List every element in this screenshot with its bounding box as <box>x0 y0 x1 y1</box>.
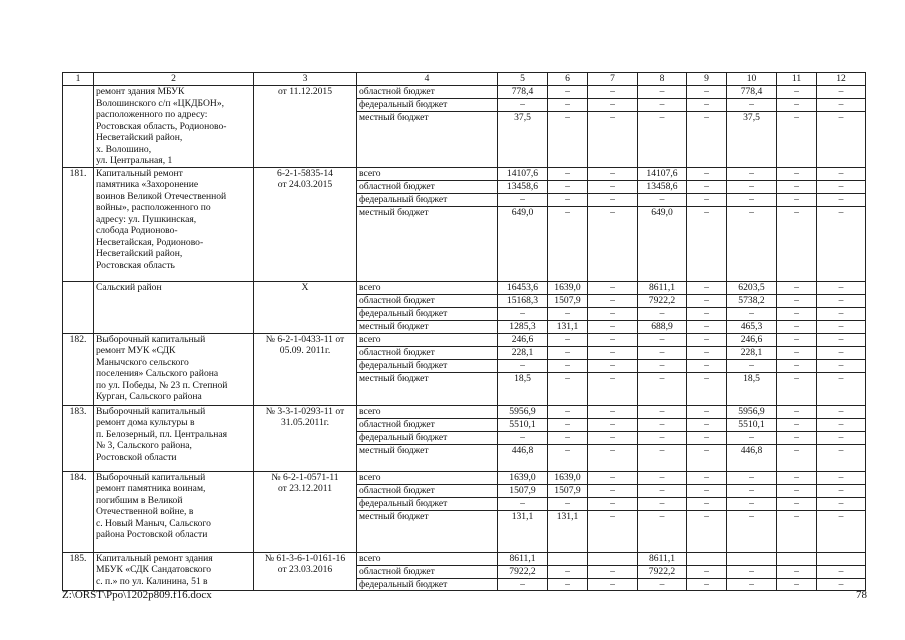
object-name: Сальский район <box>94 281 254 333</box>
amount-cell: – <box>588 510 638 552</box>
funding-source: всего <box>357 333 498 346</box>
amount-cell: – <box>588 86 638 99</box>
amount-cell: – <box>687 431 727 444</box>
col-header: 1 <box>63 73 94 86</box>
amount-cell: – <box>817 333 866 346</box>
amount-cell: – <box>777 112 817 167</box>
amount-cell: 131,1 <box>548 320 588 333</box>
amount-cell: – <box>727 206 777 281</box>
table-row <box>63 167 866 180</box>
amount-cell: – <box>638 405 687 418</box>
amount-cell: – <box>687 405 727 418</box>
funding-source: всего <box>357 281 498 294</box>
amount-cell: – <box>548 431 588 444</box>
amount-cell: – <box>817 294 866 307</box>
funding-source: местный бюджет <box>357 206 498 281</box>
amount-cell: – <box>777 418 817 431</box>
amount-cell: 446,8 <box>498 444 548 471</box>
amount-cell: – <box>588 372 638 405</box>
amount-cell: – <box>687 510 727 552</box>
amount-cell: 246,6 <box>498 333 548 346</box>
amount-cell: – <box>777 193 817 206</box>
amount-cell: 1639,0 <box>548 281 588 294</box>
item-number: 184. <box>63 471 94 552</box>
amount-cell: – <box>777 484 817 497</box>
funding-source: федеральный бюджет <box>357 99 498 112</box>
amount-cell: – <box>588 431 638 444</box>
amount-cell: – <box>817 444 866 471</box>
amount-cell: 131,1 <box>548 510 588 552</box>
item-number <box>63 86 94 168</box>
amount-cell: 465,3 <box>727 320 777 333</box>
amount-cell: 8611,1 <box>498 552 548 565</box>
amount-cell: – <box>817 471 866 484</box>
amount-cell: – <box>817 320 866 333</box>
document-ref: № 61-3-6-1-0161-16 от 23.03.2016 <box>254 552 357 591</box>
amount-cell: – <box>777 307 817 320</box>
amount-cell: – <box>638 431 687 444</box>
funding-source: всего <box>357 167 498 180</box>
amount-cell: – <box>548 167 588 180</box>
amount-cell: – <box>727 307 777 320</box>
col-header: 12 <box>817 73 866 86</box>
funding-source: областной бюджет <box>357 565 498 578</box>
amount-cell: – <box>548 405 588 418</box>
amount-cell: – <box>548 565 588 578</box>
amount-cell: – <box>817 346 866 359</box>
funding-source: всего <box>357 471 498 484</box>
amount-cell: – <box>638 112 687 167</box>
amount-cell: 1507,9 <box>548 484 588 497</box>
amount-cell: – <box>777 372 817 405</box>
amount-cell: – <box>727 359 777 372</box>
amount-cell: 37,5 <box>498 112 548 167</box>
amount-cell: – <box>498 359 548 372</box>
amount-cell: – <box>638 346 687 359</box>
amount-cell: – <box>588 359 638 372</box>
amount-cell: – <box>687 372 727 405</box>
amount-cell: – <box>588 307 638 320</box>
amount-cell: – <box>727 471 777 484</box>
amount-cell: – <box>817 405 866 418</box>
amount-cell: 13458,6 <box>498 180 548 193</box>
amount-cell: – <box>548 497 588 510</box>
funding-source: всего <box>357 552 498 565</box>
amount-cell: – <box>777 346 817 359</box>
amount-cell: – <box>687 578 727 591</box>
amount-cell: – <box>588 497 638 510</box>
item-number: 183. <box>63 405 94 471</box>
amount-cell: – <box>498 497 548 510</box>
amount-cell: – <box>817 578 866 591</box>
col-header: 11 <box>777 73 817 86</box>
amount-cell: – <box>548 372 588 405</box>
amount-cell: – <box>817 431 866 444</box>
amount-cell: – <box>777 405 817 418</box>
document-ref: № 3-3-1-0293-11 от 31.05.2011г. <box>254 405 357 471</box>
amount-cell: 7922,2 <box>498 565 548 578</box>
amount-cell: – <box>498 307 548 320</box>
amount-cell: – <box>777 294 817 307</box>
amount-cell: – <box>638 333 687 346</box>
item-number: 182. <box>63 333 94 405</box>
amount-cell: 228,1 <box>498 346 548 359</box>
amount-cell: 5956,9 <box>727 405 777 418</box>
amount-cell: 228,1 <box>727 346 777 359</box>
amount-cell: – <box>777 497 817 510</box>
amount-cell: – <box>817 307 866 320</box>
amount-cell: – <box>777 206 817 281</box>
amount-cell: 688,9 <box>638 320 687 333</box>
amount-cell: – <box>727 99 777 112</box>
amount-cell: 16453,6 <box>498 281 548 294</box>
amount-cell: – <box>588 281 638 294</box>
amount-cell: – <box>687 497 727 510</box>
funding-source: областной бюджет <box>357 180 498 193</box>
amount-cell: – <box>638 484 687 497</box>
header-row <box>63 73 866 86</box>
amount-cell: 8611,1 <box>638 552 687 565</box>
amount-cell: – <box>687 281 727 294</box>
amount-cell: – <box>687 193 727 206</box>
amount-cell: – <box>727 565 777 578</box>
funding-source: областной бюджет <box>357 484 498 497</box>
amount-cell: 5510,1 <box>727 418 777 431</box>
object-name: Капитальный ремонт здания МБУК «СДК Сандатовского с. п.» по ул. Калинина, 51 в <box>94 552 254 591</box>
amount-cell: – <box>687 333 727 346</box>
amount-cell <box>687 552 727 565</box>
amount-cell: – <box>548 346 588 359</box>
amount-cell: – <box>498 431 548 444</box>
amount-cell: – <box>817 418 866 431</box>
amount-cell: – <box>638 99 687 112</box>
amount-cell: – <box>727 193 777 206</box>
object-name: Выборочный капитальный ремонт памятника воинам, погибшим в Великой Отечественной войне, в с. Новый Маныч, Сальского района Ростовской области <box>94 471 254 552</box>
amount-cell: 246,6 <box>727 333 777 346</box>
amount-cell: 18,5 <box>498 372 548 405</box>
amount-cell: – <box>687 484 727 497</box>
funding-source: местный бюджет <box>357 112 498 167</box>
amount-cell: 7922,2 <box>638 565 687 578</box>
funding-source: всего <box>357 405 498 418</box>
amount-cell: – <box>638 359 687 372</box>
amount-cell: 8611,1 <box>638 281 687 294</box>
amount-cell: – <box>817 112 866 167</box>
amount-cell: – <box>817 206 866 281</box>
page-number: 78 <box>856 589 867 601</box>
amount-cell: – <box>777 431 817 444</box>
amount-cell: – <box>817 497 866 510</box>
amount-cell: – <box>498 193 548 206</box>
funding-source: федеральный бюджет <box>357 359 498 372</box>
amount-cell: – <box>548 578 588 591</box>
amount-cell: – <box>777 86 817 99</box>
col-header: 10 <box>727 73 777 86</box>
amount-cell: – <box>548 112 588 167</box>
funding-source: местный бюджет <box>357 320 498 333</box>
amount-cell: – <box>588 167 638 180</box>
table-row <box>63 405 866 418</box>
amount-cell: – <box>687 294 727 307</box>
amount-cell: – <box>498 99 548 112</box>
amount-cell: – <box>638 444 687 471</box>
amount-cell: – <box>777 99 817 112</box>
amount-cell: – <box>498 578 548 591</box>
footer-file-path: Z:\ORST\Ppo\1202p809.f16.docx <box>62 589 212 601</box>
amount-cell: – <box>687 180 727 193</box>
amount-cell: 13458,6 <box>638 180 687 193</box>
document-ref: 6-2-1-5835-14 от 24.03.2015 <box>254 167 357 281</box>
amount-cell: 18,5 <box>727 372 777 405</box>
amount-cell: – <box>727 578 777 591</box>
funding-source: областной бюджет <box>357 294 498 307</box>
col-header: 6 <box>548 73 588 86</box>
amount-cell: 778,4 <box>498 86 548 99</box>
amount-cell: – <box>817 180 866 193</box>
amount-cell <box>588 552 638 565</box>
amount-cell: – <box>588 333 638 346</box>
amount-cell: – <box>588 206 638 281</box>
amount-cell: – <box>687 359 727 372</box>
col-header: 7 <box>588 73 638 86</box>
amount-cell: – <box>588 320 638 333</box>
table-row <box>63 333 866 346</box>
amount-cell: – <box>548 193 588 206</box>
funding-source: областной бюджет <box>357 418 498 431</box>
amount-cell: – <box>727 484 777 497</box>
amount-cell: – <box>638 372 687 405</box>
amount-cell: 446,8 <box>727 444 777 471</box>
col-header: 8 <box>638 73 687 86</box>
document-ref: № 6-2-1-0571-11 от 23.12.2011 <box>254 471 357 552</box>
amount-cell <box>548 552 588 565</box>
amount-cell: – <box>777 359 817 372</box>
funding-source: областной бюджет <box>357 86 498 99</box>
item-number <box>63 281 94 333</box>
amount-cell: – <box>817 99 866 112</box>
amount-cell: – <box>548 180 588 193</box>
amount-cell: – <box>548 444 588 471</box>
amount-cell: – <box>638 418 687 431</box>
item-number: 185. <box>63 552 94 591</box>
amount-cell: – <box>817 193 866 206</box>
col-header: 9 <box>687 73 727 86</box>
amount-cell: – <box>588 471 638 484</box>
document-ref: Х <box>254 281 357 333</box>
funding-source: областной бюджет <box>357 346 498 359</box>
amount-cell: – <box>817 167 866 180</box>
funding-source: местный бюджет <box>357 444 498 471</box>
amount-cell: 37,5 <box>727 112 777 167</box>
amount-cell: 778,4 <box>727 86 777 99</box>
amount-cell: – <box>588 294 638 307</box>
amount-cell: – <box>777 333 817 346</box>
amount-cell: – <box>548 359 588 372</box>
amount-cell: – <box>687 99 727 112</box>
amount-cell: – <box>777 510 817 552</box>
amount-cell: – <box>727 497 777 510</box>
amount-cell: – <box>548 86 588 99</box>
amount-cell: – <box>638 578 687 591</box>
table-row <box>63 281 866 294</box>
amount-cell: – <box>777 320 817 333</box>
funding-source: федеральный бюджет <box>357 578 498 591</box>
amount-cell: – <box>638 86 687 99</box>
funding-source: местный бюджет <box>357 510 498 552</box>
amount-cell: – <box>687 565 727 578</box>
amount-cell: – <box>588 565 638 578</box>
amount-cell: 5956,9 <box>498 405 548 418</box>
amount-cell: 1639,0 <box>548 471 588 484</box>
amount-cell: – <box>638 510 687 552</box>
amount-cell: – <box>687 444 727 471</box>
document-ref: от 11.12.2015 <box>254 86 357 168</box>
amount-cell: – <box>687 320 727 333</box>
amount-cell: – <box>727 431 777 444</box>
table-row <box>63 86 866 99</box>
amount-cell: – <box>777 167 817 180</box>
amount-cell: – <box>588 484 638 497</box>
amount-cell: – <box>588 99 638 112</box>
amount-cell: – <box>687 86 727 99</box>
amount-cell: – <box>817 372 866 405</box>
amount-cell: – <box>588 405 638 418</box>
amount-cell: 14107,6 <box>638 167 687 180</box>
amount-cell: – <box>588 444 638 471</box>
amount-cell: 5510,1 <box>498 418 548 431</box>
amount-cell: – <box>588 578 638 591</box>
col-header: 4 <box>357 73 498 86</box>
amount-cell: 1507,9 <box>498 484 548 497</box>
amount-cell: – <box>777 180 817 193</box>
amount-cell: 1507,9 <box>548 294 588 307</box>
table-row <box>63 471 866 484</box>
amount-cell: – <box>687 471 727 484</box>
amount-cell: – <box>548 333 588 346</box>
amount-cell: 5738,2 <box>727 294 777 307</box>
amount-cell: – <box>548 307 588 320</box>
amount-cell: – <box>588 180 638 193</box>
funding-source: федеральный бюджет <box>357 193 498 206</box>
funding-source: местный бюджет <box>357 372 498 405</box>
col-header: 3 <box>254 73 357 86</box>
funding-source: федеральный бюджет <box>357 307 498 320</box>
amount-cell: – <box>687 418 727 431</box>
amount-cell: – <box>817 86 866 99</box>
amount-cell: – <box>588 418 638 431</box>
object-name: ремонт здания МБУК Волошинского с/п «ЦКДБОН», расположенного по адресу: Ростовская область, Родионово- Несветайский район, х. Волошино, ул. Центральная, 1 <box>94 86 254 168</box>
funding-source: федеральный бюджет <box>357 497 498 510</box>
col-header: 2 <box>94 73 254 86</box>
object-name: Выборочный капитальный ремонт МУК «СДК Манычского сельского поселения» Сальского района по ул. Победы, № 23 п. Степной Курган, Сальского района <box>94 333 254 405</box>
amount-cell: 1285,3 <box>498 320 548 333</box>
amount-cell: – <box>777 444 817 471</box>
amount-cell: – <box>638 193 687 206</box>
table-row <box>63 552 866 565</box>
amount-cell: – <box>687 167 727 180</box>
amount-cell: – <box>548 99 588 112</box>
col-header: 5 <box>498 73 548 86</box>
amount-cell: – <box>687 346 727 359</box>
amount-cell: – <box>687 112 727 167</box>
amount-cell: 15168,3 <box>498 294 548 307</box>
amount-cell: 7922,2 <box>638 294 687 307</box>
amount-cell: – <box>777 578 817 591</box>
amount-cell: – <box>817 565 866 578</box>
amount-cell: – <box>817 359 866 372</box>
amount-cell: 14107,6 <box>498 167 548 180</box>
amount-cell: – <box>548 206 588 281</box>
amount-cell: 1639,0 <box>498 471 548 484</box>
amount-cell: – <box>548 418 588 431</box>
amount-cell: 649,0 <box>638 206 687 281</box>
amount-cell: 6203,5 <box>727 281 777 294</box>
amount-cell <box>727 552 777 565</box>
item-number: 181. <box>63 167 94 281</box>
amount-cell: – <box>588 193 638 206</box>
amount-cell: – <box>777 565 817 578</box>
object-name: Выборочный капитальный ремонт дома культуры в п. Белозерный, пл. Центральная № 3, Сальского района, Ростовской области <box>94 405 254 471</box>
amount-cell: 649,0 <box>498 206 548 281</box>
funding-source: федеральный бюджет <box>357 431 498 444</box>
amount-cell: – <box>638 307 687 320</box>
amount-cell <box>777 552 817 565</box>
amount-cell: – <box>777 281 817 294</box>
amount-cell: – <box>638 497 687 510</box>
amount-cell: – <box>817 281 866 294</box>
amount-cell: – <box>777 471 817 484</box>
amount-cell: – <box>727 180 777 193</box>
amount-cell: – <box>817 510 866 552</box>
object-name: Капитальный ремонт памятника «Захоронение воинов Великой Отечественной войны», расположенного по адресу: ул. Пушкинская, слобода Родионово- Несветайская, Родионово- Несветайский район, Ростовская область <box>94 167 254 281</box>
amount-cell: – <box>638 471 687 484</box>
amount-cell: 131,1 <box>498 510 548 552</box>
document-ref: № 6-2-1-0433-11 от 05.09. 2011г. <box>254 333 357 405</box>
budget-table <box>62 72 866 591</box>
amount-cell: – <box>687 206 727 281</box>
amount-cell: – <box>727 510 777 552</box>
amount-cell: – <box>727 167 777 180</box>
amount-cell: – <box>588 346 638 359</box>
amount-cell: – <box>687 307 727 320</box>
amount-cell: – <box>817 484 866 497</box>
amount-cell <box>817 552 866 565</box>
amount-cell: – <box>588 112 638 167</box>
